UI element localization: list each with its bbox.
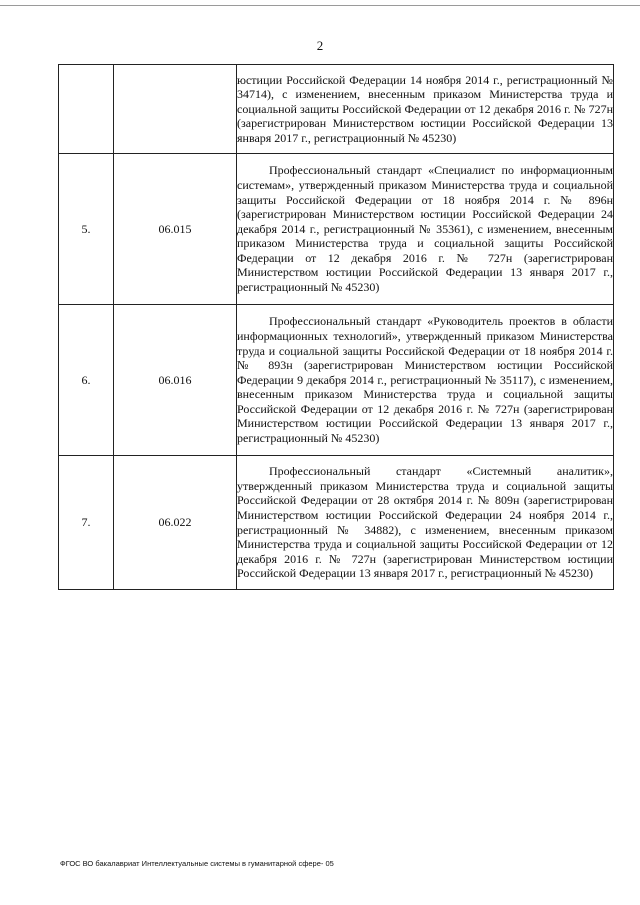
row-text-cell	[237, 65, 614, 154]
table-row	[59, 65, 614, 154]
table-row	[59, 154, 614, 305]
page-number: 2	[316, 38, 324, 53]
row-text: юстиции Российской Федерации 14 ноября 2014 г., регистрационный № 34714), с изменением, внесенным приказом Министерства труда и социальной защиты Российской Федерации от 12 декабря 2016 г. № 727н (зарегистрирован Министерством юстиции Российской Федерации 13 января 2017 г., регистрационный № 45230)	[237, 72, 613, 145]
row-number: 7.	[59, 456, 114, 590]
row-number	[59, 65, 114, 154]
row-number: 6.	[59, 305, 114, 456]
row-code: 06.015	[114, 154, 237, 305]
row-text-cell	[237, 456, 614, 590]
row-code	[114, 65, 237, 154]
table-row	[59, 305, 614, 456]
row-code: 06.022	[114, 456, 237, 590]
document-footer: ФГОС ВО бакалавриат Интеллектуальные системы в гуманитарной сфере- 05	[60, 859, 334, 868]
row-code: 06.016	[114, 305, 237, 456]
row-text: Профессиональный стандарт «Руководитель проектов в области информационных технологий», утвержденный приказом Министерства труда и социальной защиты Российской Федерации от 18 ноября 2014 г. № 893н (зарегистрирован Министерством юстиции Российской Федерации 9 декабря 2014 г., регистрационный № 35117), с изменением, внесенным приказом Министерства труда и социальной защиты Российской Федерации от 12 декабря 2016 г. № 727н (зарегистрирован Министерством юстиции Российской Федерации 13 января 2017 г., регистрационный № 45230)	[237, 314, 613, 446]
row-text-cell	[237, 154, 614, 305]
top-rule	[0, 5, 640, 6]
standards-table	[58, 64, 614, 590]
row-number: 5.	[59, 154, 114, 305]
row-text: Профессиональный стандарт «Специалист по информационным системам», утвержденный приказом Министерства труда и социальной защиты Российской Федерации от 18 ноября 2014 г. № 896н (зарегистрирован Министерством юстиции Российской Федерации 24 декабря 2014 г., регистрационный № 35361), с изменением, внесенным приказом Министерства труда и социальной защиты Российской Федерации от 12 декабря 2016 г. № 727н (зарегистрирован Министерством юстиции Российской Федерации 13 января 2017 г., регистрационный № 45230)	[237, 163, 613, 295]
table-row	[59, 456, 614, 590]
row-text: Профессиональный стандарт «Системный аналитик», утвержденный приказом Министерства труда и социальной защиты Российской Федерации от 28 октября 2014 г. № 809н (зарегистрирован Министерством юстиции Российской Федерации 24 ноября 2014 г., регистрационный № 34882), с изменением, внесенным приказом Министерства труда и социальной защиты Российской Федерации от 12 декабря 2016 г. № 727н (зарегистрирован Министерством юстиции Российской Федерации 13 января 2017 г., регистрационный № 45230)	[237, 464, 613, 581]
row-text-cell	[237, 305, 614, 456]
